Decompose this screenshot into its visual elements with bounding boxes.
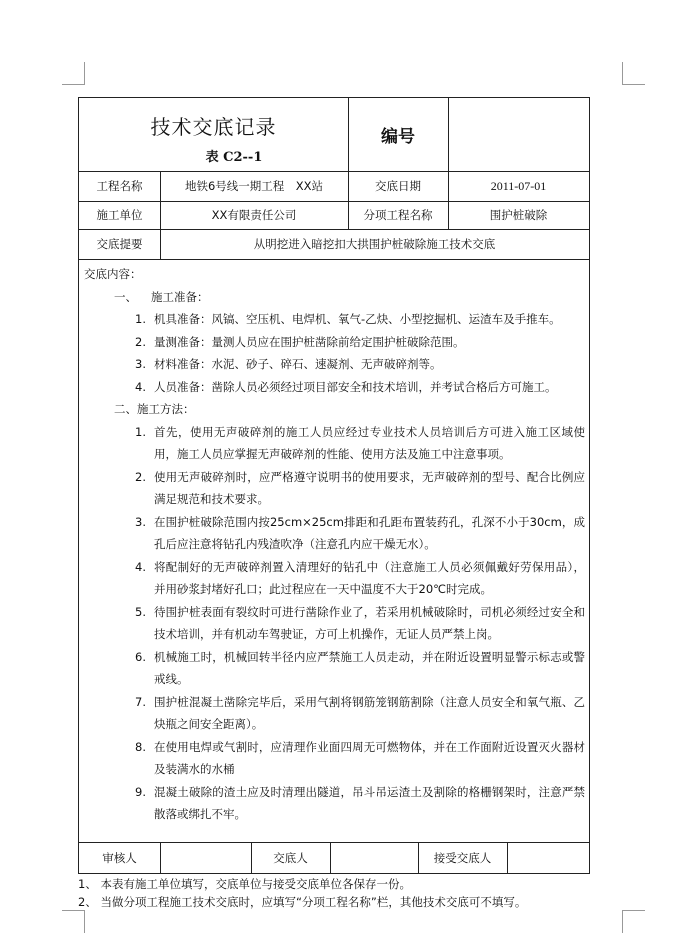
crop-mark-top-right xyxy=(622,62,645,85)
crop-mark-bottom-left xyxy=(62,910,85,933)
list-item xyxy=(84,646,585,691)
receiver-label: 接受交底人 xyxy=(433,850,492,865)
list-item xyxy=(84,376,585,399)
project-name-label: 工程名称 xyxy=(96,179,143,193)
section-title: 施工准备： xyxy=(151,289,209,304)
footnotes xyxy=(78,875,618,911)
presenter-label: 交底人 xyxy=(273,850,308,865)
item-text: 机械施工时，机械回转半径内应严禁施工人员走动，并在附近设置明显警示标志或警戒线。 xyxy=(154,649,585,686)
presenter-signature[interactable] xyxy=(330,842,418,873)
list-item xyxy=(84,691,585,736)
item-number: 2. xyxy=(135,469,146,484)
item-number: 5. xyxy=(135,604,146,619)
summary-value: 从明挖进入暗挖扣大拱围护桩破除施工技术交底 xyxy=(253,237,496,251)
list-item xyxy=(84,781,585,826)
list-item xyxy=(84,511,585,556)
item-number: 3. xyxy=(135,357,146,371)
technical-briefing-form xyxy=(78,97,590,874)
reviewer-signature[interactable] xyxy=(160,842,251,873)
construction-unit-value: XX有限责任公司 xyxy=(211,208,297,222)
briefing-date-value: 2011-07-01 xyxy=(490,178,547,193)
crop-mark-top-left xyxy=(62,62,85,85)
briefing-content xyxy=(79,260,589,839)
item-text: 使用无声破碎剂时，应严格遵守说明书的使用要求，无声破碎剂的型号、配合比例应满足规范和技术要求。 xyxy=(154,469,585,506)
section-marker: 二、 xyxy=(114,402,137,416)
briefing-date-label: 交底日期 xyxy=(375,179,421,193)
item-number: 1. xyxy=(135,312,146,326)
item-text: 在围护桩破除范围内按25cm×25cm排距和孔距布置装药孔，孔深不小于30cm，成孔后应注意将钻孔内残渣吹净（注意孔内应干燥无水）。 xyxy=(154,514,585,551)
reviewer-label: 审核人 xyxy=(102,850,137,865)
content-label: 交底内容： xyxy=(84,267,142,281)
subproject-name-label: 分项工程名称 xyxy=(363,208,433,222)
form-number: 表 C2--1 xyxy=(205,149,263,165)
code-value[interactable] xyxy=(448,98,589,171)
list-item xyxy=(84,331,585,354)
section-heading xyxy=(84,398,585,421)
item-text: 将配制好的无声破碎剂置入清理好的钻孔中（注意施工人员必须佩戴好劳保用品），并用砂浆封堵好孔口；此过程应在一天中温度不大于20℃时完成。 xyxy=(154,559,585,596)
item-number: 9. xyxy=(135,784,146,799)
footnote: 1、 本表有施工单位填写，交底单位与接受交底单位各保存一份。 xyxy=(78,877,411,891)
list-item xyxy=(84,736,585,781)
section-marker: 一、 xyxy=(114,289,137,304)
item-number: 4. xyxy=(135,379,146,394)
item-text: 待围护桩表面有裂纹时可进行凿除作业了，若采用机械破除时，司机必须经过安全和技术培训，并有机动车驾驶证，方可上机操作，无证人员严禁上岗。 xyxy=(154,604,585,641)
subproject-name-value: 围护桩破除 xyxy=(489,208,548,222)
item-text: 首先，使用无声破碎剂的施工人员应经过专业技术人员培训后方可进入施工区域使用，施工人员应掌握无声破碎剂的性能、使用方法及施工中注意事项。 xyxy=(154,424,585,461)
construction-unit-label: 施工单位 xyxy=(96,208,143,222)
form-title: 技术交底记录 xyxy=(150,114,277,139)
list-item xyxy=(84,556,585,601)
item-number: 4. xyxy=(135,559,146,574)
list-item xyxy=(84,421,585,466)
crop-mark-bottom-right xyxy=(622,910,645,933)
item-text: 混凝土破除的渣土应及时清理出隧道，吊斗吊运渣土及割除的格栅钢架时，注意严禁散落或绑扎不牢。 xyxy=(154,784,585,821)
code-label: 编号 xyxy=(381,127,415,147)
item-number: 3. xyxy=(135,514,146,529)
list-item xyxy=(84,353,585,376)
item-text: 在使用电焊或气割时，应清理作业面四周无可燃物体，并在工作面附近设置灭火器材及装满水的水桶 xyxy=(154,739,585,776)
item-number: 2. xyxy=(135,334,146,349)
list-item xyxy=(84,308,585,331)
footnote: 2、 当做分项工程施工技术交底时，应填写“分项工程名称”栏，其他技术交底可不填写。 xyxy=(78,895,527,909)
item-text: 量测准备：量测人员应在围护桩凿除前给定围护桩破除范围。 xyxy=(154,334,465,349)
project-name-value: 地铁6号线一期工程 XX站 xyxy=(184,179,324,193)
item-number: 7. xyxy=(135,694,146,709)
list-item xyxy=(84,601,585,646)
item-text: 人员准备：凿除人员必须经过项目部安全和技术培训，并考试合格后方可施工。 xyxy=(154,379,557,394)
section-heading xyxy=(84,286,585,309)
item-number: 6. xyxy=(135,649,146,664)
section-title: 施工方法： xyxy=(137,402,195,416)
receiver-signature[interactable] xyxy=(507,842,589,873)
item-number: 1. xyxy=(135,424,146,439)
item-text: 机具准备：风镐、空压机、电焊机、氧气-乙炔、小型挖掘机、运渣车及手推车。 xyxy=(154,312,561,326)
item-text: 材料准备：水泥、砂子、碎石、速凝剂、无声破碎剂等。 xyxy=(154,357,442,371)
item-number: 8. xyxy=(135,739,146,754)
summary-label: 交底提要 xyxy=(96,237,143,251)
list-item xyxy=(84,466,585,511)
item-text: 围护桩混凝土凿除完毕后，采用气割将钢筋笼钢筋割除（注意人员安全和氧气瓶、乙炔瓶之间安全距离）。 xyxy=(154,694,585,731)
